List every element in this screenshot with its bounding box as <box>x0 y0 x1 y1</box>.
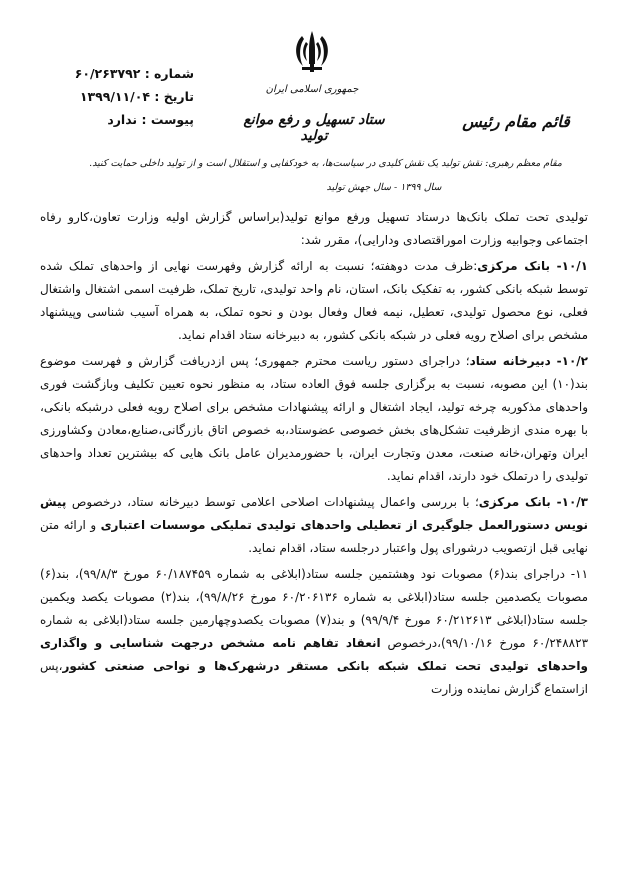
republic-title: جمهوری اسلامی ایران <box>265 84 359 95</box>
letter-meta <box>44 66 194 135</box>
clause-11-tail: ،پس ازاستماع گزارش نماینده وزارت <box>40 659 588 696</box>
clause-10-2-label: ۱۰/۲- دبیرخانه ستاد <box>469 354 588 368</box>
iran-emblem-icon <box>290 28 334 76</box>
clause-10-3-text: ؛ با بررسی واعمال پیشنهادات اصلاحی اعلامی توسط دبیرخانه ستاد، درخصوص <box>71 495 479 509</box>
leader-slogan: مقام معظم رهبری: نقش تولید یک نقش کلیدی در سیاست‌ها، به خودکفایی و استقلال است و از تولید داخلی حمایت کنید. <box>89 158 562 169</box>
number-row <box>44 66 194 89</box>
clause-10-1-label: ۱۰/۱- بانک مرکزی <box>477 259 588 273</box>
headquarters-title: ستاد تسهیل و رفع موانع تولید <box>243 112 385 144</box>
number-value: ۶۰/۲۶۳۷۹۲ <box>74 66 141 81</box>
year-slogan: سال ۱۳۹۹ - سال جهش تولید <box>326 182 442 193</box>
date-row <box>44 89 194 112</box>
clause-10-2 <box>40 350 588 488</box>
date-label: تاریخ : <box>154 89 194 104</box>
clause-10-3-bold: پیش نویس دستورالعمل جلوگیری از تعطیلی واحدهای تولیدی تملیکی موسسات اعتباری <box>40 495 588 532</box>
attachment-label: پیوست : <box>141 112 194 127</box>
clause-11 <box>40 563 588 701</box>
clause-10-3-tail: و ارائه متن نهایی قبل ازتصویب درشورای پول واعتبار درجلسه ستاد، اقدام نماید. <box>40 518 588 555</box>
clause-10-3-label: ۱۰/۳- بانک مرکزی <box>478 495 588 509</box>
attachment-row <box>44 112 194 135</box>
attachment-value: ندارد <box>107 112 138 127</box>
date-value: ۱۳۹۹/۱۱/۰۴ <box>79 89 150 104</box>
clause-10-3 <box>40 491 588 560</box>
number-label: شماره : <box>144 66 194 81</box>
clause-10-1 <box>40 255 588 347</box>
deputy-title: قائم مقام رئیس <box>462 112 570 131</box>
clause-11-text: ۱۱- دراجرای بند(۶) مصوبات نود وهشتمین جلسه ستاد(ابلاغی به شماره ۶۰/۱۸۷۴۵۹ مورخ ۹۹/۸/۳)، بند(۶) مصوبات یکصدمین جلسه ستاد(ابلاغی به شماره ۶۰/۲۰۶۱۳۶ مورخ ۹۹/۸/۲۶)، بند(۲) مصوبات یکصد ویکمین جلسه ستاد(ابلاغی ۶۰/۲۱۲۶۱۳ مورخ ۹۹/۹/۴) و بند(۷) مصوبات یکصدوچهارمین جلسه ستاد(ابلاغی به شماره ۶۰/۲۴۸۸۲۳ مورخ ۹۹/۱۰/۱۶)،درخصوص <box>40 567 589 650</box>
clause-10-1-text: :ظرف مدت دوهفته؛ نسبت به ارائه گزارش وفهرست نهایی از واحدهای تملک شده توسط شبکه بانکی کشور، به تفکیک بانک، استان، نام واحد تولیدی، تاریخ تملک، ظرفیت اسمی اشتغال واشتغال فعلی، نوع محصول تولیدی، تعطیل، نیمه فعال وفعال بودن و نحوه تملک، به همراه آسیب شناسی وپیشنهاد مشخص برای اصلاح رویه فعلی در شبکه بانکی کشور، به دبیرخانه ستاد اقدام نماید. <box>40 259 588 342</box>
clause-10-2-text: ؛ دراجرای دستور ریاست محترم جمهوری؛ پس ازدریافت گزارش و فهرست موضوع بند(۱۰) این مصوبه، نسبت به برگزاری جلسه فوق العاده ستاد، به منظور نحوه تعیین تکلیف وبازگشت فوری واحدهای مذکوربه چرخه تولید، ایجاد اشتغال و ارائه پیشنهادات مشخص برای اصلاح رویه فعلی درشبکه بانکی، با بهره مندی ازظرفیت تشکل‌های بخش خصوصی عضوستاد،به خصوص اتاق بازرگانی،صنایع،معادن وکشاورزی ایران وتهران،خانه صنعت، معدن وتجارت ایران، با حضورمدیران عامل بانک هایی که بیشترین تعداد واحدهای تولیدی را درتملک خود دارند، اقدام نماید. <box>40 354 588 483</box>
document-body <box>40 206 588 701</box>
intro-paragraph: تولیدی تحت تملک بانک‌ها درستاد تسهیل ورفع موانع تولید(براساس گزارش اولیه وزارت تعاون،کارو رفاه اجتماعی وجوابیه وزارت اموراقتصادی ودارایی)، مقرر شد: <box>40 210 588 247</box>
clause-11-bold: انعقاد تفاهم نامه مشخص درجهت شناسایی و واگذاری واحدهای تولیدی تحت تملک شبکه بانکی مستقر درشهرک‌ها و نواحی صنعتی کشور <box>40 636 588 673</box>
